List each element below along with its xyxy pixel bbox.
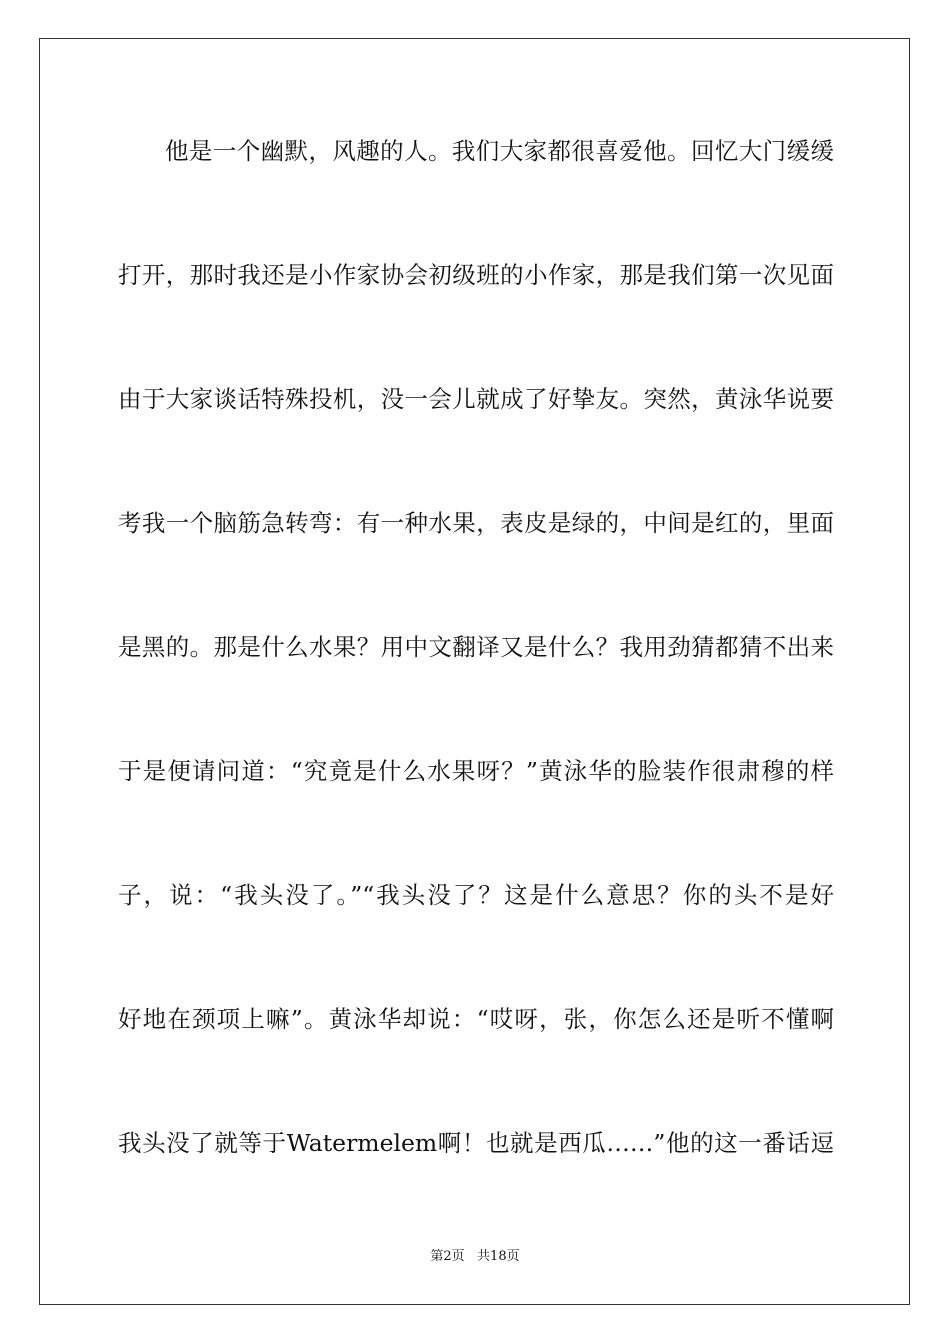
text-line: 子，说：“我头没了。”“我头没了？这是什么意思？你的头不是好 xyxy=(118,881,834,909)
text-line: 好地在颈项上嘛”。黄泳华却说：“哎呀，张，你怎么还是听不懂啊 xyxy=(118,1005,834,1033)
text-line: 考我一个脑筋急转弯：有一种水果，表皮是绿的，中间是红的，里面 xyxy=(118,509,834,537)
text-line: 打开，那时我还是小作家协会初级班的小作家，那是我们第一次见面 xyxy=(118,261,834,289)
text-line: 是黑的。那是什么水果？用中文翻译又是什么？我用劲猜都猜不出来 xyxy=(118,633,834,661)
text-line: 他是一个幽默，风趣的人。我们大家都很喜爱他。回忆大门缓缓 xyxy=(165,137,834,165)
text-line: 我头没了就等于Watermelem啊！也就是西瓜……”他的这一番话逗 xyxy=(118,1129,834,1157)
body-text xyxy=(118,122,834,1238)
page-number-footer: 第2页 共18页 xyxy=(430,1249,520,1264)
text-line: 于是便请问道：“究竟是什么水果呀？”黄泳华的脸装作很肃穆的样 xyxy=(118,757,834,785)
text-line: 由于大家谈话特殊投机，没一会儿就成了好挚友。突然，黄泳华说要 xyxy=(118,385,834,413)
